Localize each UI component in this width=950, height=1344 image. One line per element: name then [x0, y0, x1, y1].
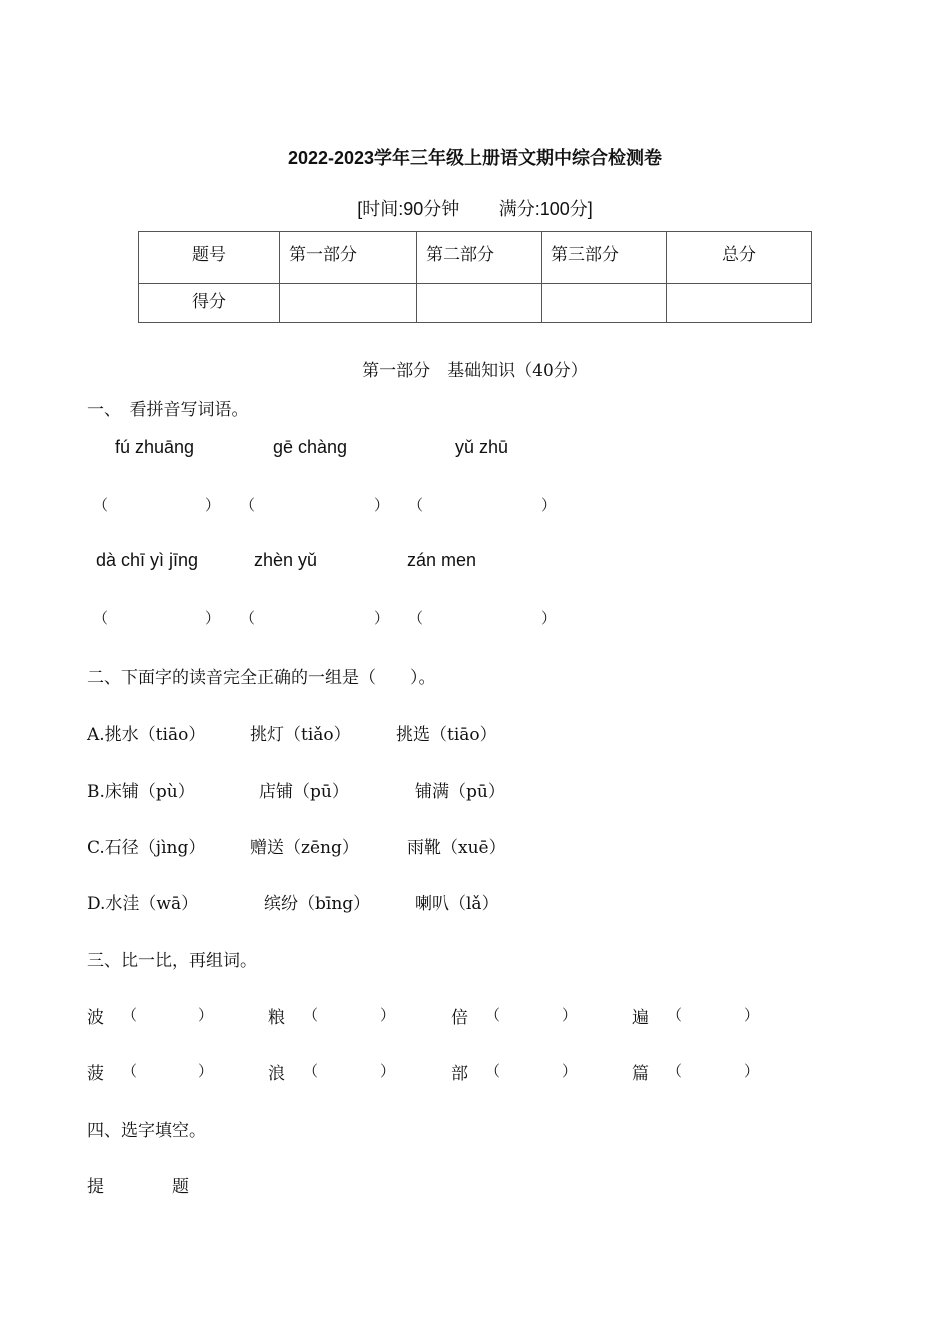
compare-char-7: 部: [451, 1064, 468, 1084]
pinyin-1: fú zhuāng: [115, 437, 195, 457]
compare-blank-3-close: ）: [562, 1006, 578, 1024]
answer-blank-4-close: ）: [205, 609, 221, 627]
compare-blank-1-close: ）: [198, 1006, 214, 1024]
choice-char-2: 题: [172, 1177, 189, 1197]
option-a-1: A.挑水（tiāo）: [87, 725, 206, 745]
score-cell-part3[interactable]: [542, 284, 667, 323]
header-cell-total: 总分: [667, 232, 812, 284]
choice-char-1: 提: [87, 1177, 104, 1197]
answer-blank-5-close: ）: [374, 609, 390, 627]
header-cell-part2: 第二部分: [417, 232, 542, 284]
compare-char-5: 菠: [87, 1064, 104, 1084]
answer-blank-6-open: （: [408, 609, 424, 627]
score-table: [138, 231, 812, 323]
answer-blank-4-open: （: [93, 609, 109, 627]
compare-blank-8-open: （: [667, 1062, 683, 1080]
score-row-label: 得分: [139, 284, 280, 323]
compare-blank-7-open: （: [485, 1062, 501, 1080]
q2-title: 二、下面字的读音完全正确的一组是（ ）。: [87, 668, 436, 688]
compare-char-4: 遍: [632, 1008, 649, 1028]
answer-blank-2-close: ）: [374, 496, 390, 514]
score-table-header-row: [139, 232, 812, 284]
header-cell-part1: 第一部分: [280, 232, 417, 284]
full-score: 满分:100分]: [498, 199, 593, 219]
compare-blank-8-close: ）: [744, 1062, 760, 1080]
answer-blank-3-close: ）: [541, 496, 557, 514]
score-cell-total[interactable]: [667, 284, 812, 323]
compare-char-3: 倍: [451, 1008, 468, 1028]
q3-title: 三、比一比，再组词。: [87, 951, 257, 971]
page-title: 2022-2023学年三年级上册语文期中综合检测卷: [287, 148, 663, 168]
option-d-3: 喇叭（lǎ）: [415, 894, 499, 914]
option-a-2: 挑灯（tiǎo）: [250, 725, 351, 745]
header-cell-number: 题号: [139, 232, 280, 284]
option-d-1: D.水洼（wā）: [87, 894, 199, 914]
answer-blank-1-open: （: [93, 496, 109, 514]
answer-blank-3-open: （: [408, 496, 424, 514]
pinyin-6: zán men: [407, 550, 477, 570]
compare-blank-7-close: ）: [562, 1062, 578, 1080]
compare-blank-5-close: ）: [198, 1062, 214, 1080]
answer-blank-5-open: （: [240, 609, 256, 627]
option-c-2: 赠送（zēng）: [250, 838, 359, 858]
compare-char-6: 浪: [268, 1064, 285, 1084]
compare-blank-6-open: （: [303, 1062, 319, 1080]
q4-title: 四、选字填空。: [87, 1121, 206, 1141]
compare-blank-4-open: （: [667, 1006, 683, 1024]
option-d-2: 缤纷（bīng）: [264, 894, 371, 914]
option-c-1: C.石径（jìng）: [87, 838, 206, 858]
pinyin-4: dà chī yì jīng: [96, 550, 199, 570]
exam-meta: [0, 195, 950, 221]
compare-char-1: 波: [87, 1008, 104, 1028]
option-b-3: 铺满（pū）: [415, 782, 505, 802]
score-table-score-row: [139, 284, 812, 323]
compare-blank-6-close: ）: [380, 1062, 396, 1080]
pinyin-2: gē chàng: [273, 437, 348, 457]
option-b-2: 店铺（pū）: [259, 782, 349, 802]
time-limit: [时间:90分钟: [357, 199, 460, 219]
answer-blank-6-close: ）: [541, 609, 557, 627]
compare-char-2: 粮: [268, 1008, 285, 1028]
compare-char-8: 篇: [632, 1064, 649, 1084]
compare-blank-1-open: （: [122, 1006, 138, 1024]
option-a-3: 挑选（tiāo）: [396, 725, 497, 745]
option-c-3: 雨靴（xuē）: [407, 838, 506, 858]
compare-blank-3-open: （: [485, 1006, 501, 1024]
pinyin-5: zhèn yǔ: [254, 550, 318, 570]
header-cell-part3: 第三部分: [542, 232, 667, 284]
option-b-1: B.床铺（pù）: [87, 782, 195, 802]
compare-blank-5-open: （: [122, 1062, 138, 1080]
answer-blank-1-close: ）: [205, 496, 221, 514]
compare-blank-2-open: （: [303, 1006, 319, 1024]
pinyin-3: yǔ zhū: [455, 437, 509, 457]
compare-blank-4-close: ）: [744, 1006, 760, 1024]
answer-blank-2-open: （: [240, 496, 256, 514]
score-cell-part1[interactable]: [280, 284, 417, 323]
score-cell-part2[interactable]: [417, 284, 542, 323]
compare-blank-2-close: ）: [380, 1006, 396, 1024]
q1-title: 一、 看拼音写词语。: [87, 400, 249, 420]
section-heading-part1: 第一部分 基础知识（40分）: [362, 361, 588, 381]
